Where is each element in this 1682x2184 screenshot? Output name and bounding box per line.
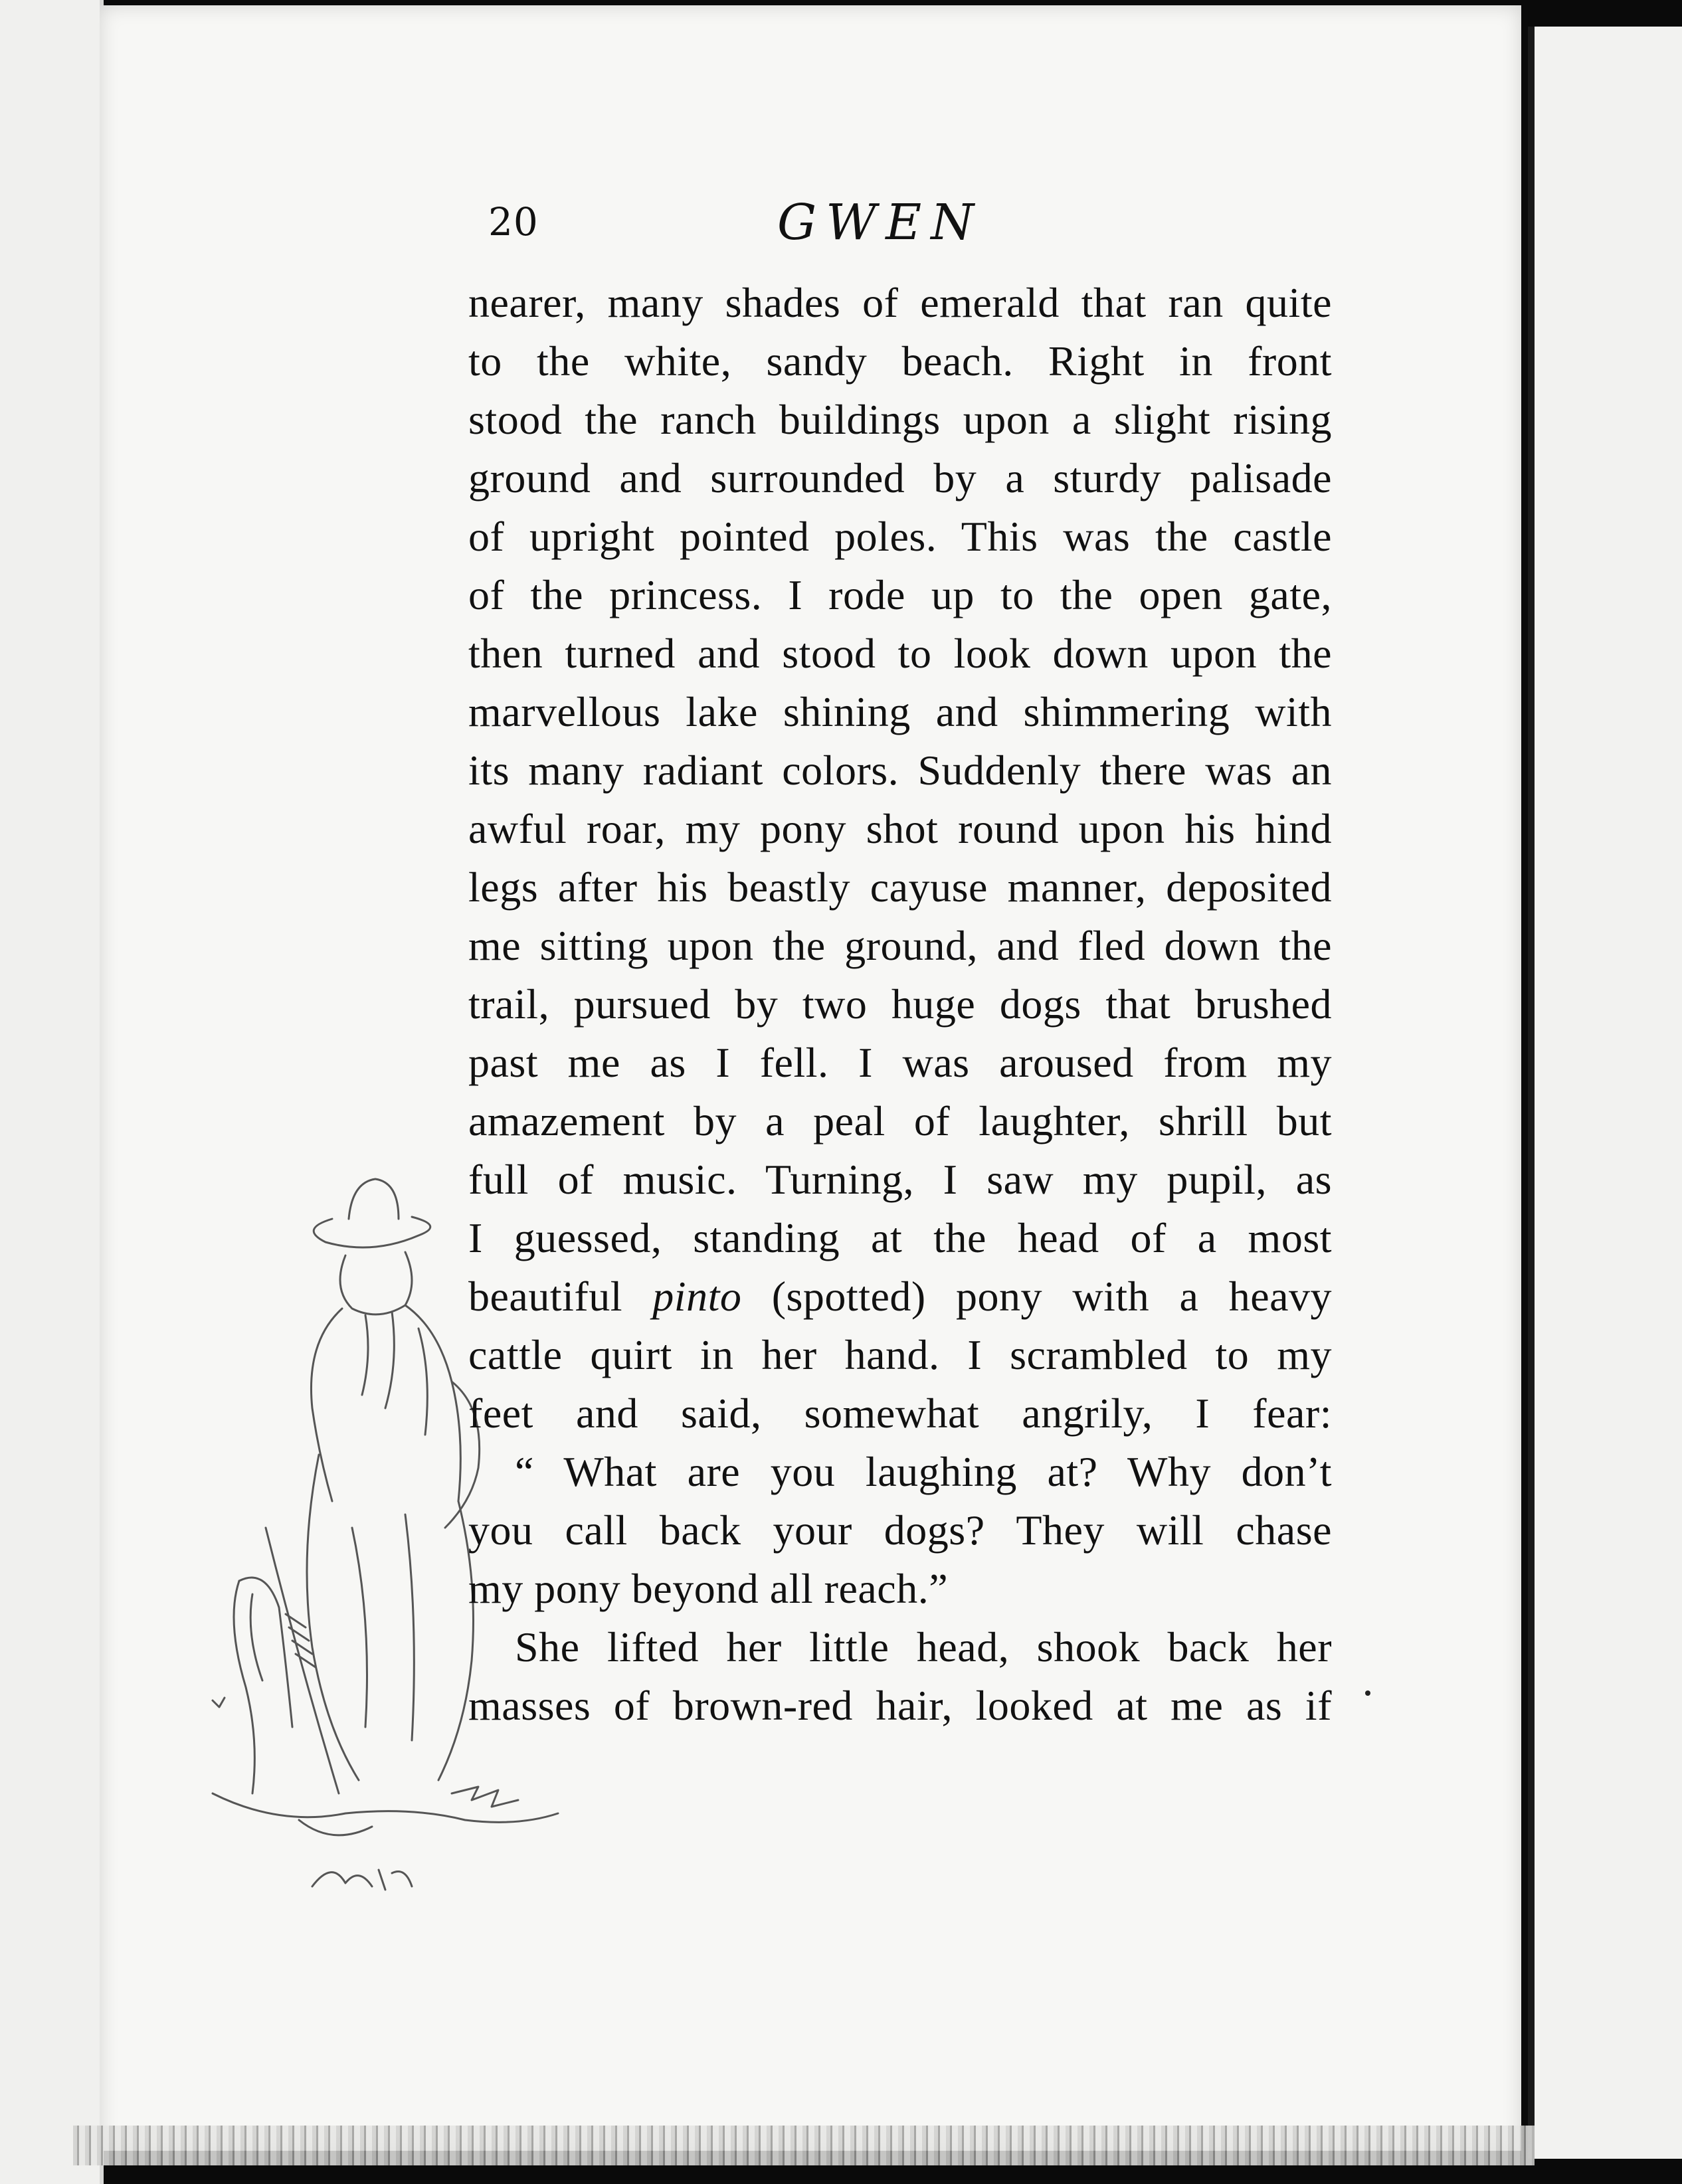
- quote-line: you call back your dogs? They will chase: [468, 1506, 1332, 1554]
- running-head: GWEN: [777, 194, 983, 251]
- text-line: of the princess. I rode up to the open gate,: [468, 571, 1332, 618]
- body-text: [468, 274, 1332, 1735]
- text-line: feet and said, somewhat angrily, I fear:: [468, 1390, 1332, 1437]
- text-line: its many radiant colors. Suddenly there was an: [468, 747, 1332, 794]
- left-page-strip: [0, 0, 104, 2184]
- text-line: trail, pursued by two huge dogs that brushed: [468, 980, 1332, 1028]
- text-line: I guessed, standing at the head of a most: [468, 1214, 1332, 1261]
- text-line: awful roar, my pony shot round upon his hind: [468, 805, 1332, 852]
- quote-line: my pony beyond all reach.”: [468, 1565, 949, 1612]
- right-page-edge: [1528, 27, 1682, 2159]
- page-number: 20: [488, 199, 539, 244]
- pinto-line-before: beautiful: [468, 1273, 653, 1320]
- text-line: past me as I fell. I was aroused from my: [468, 1039, 1332, 1086]
- text-line: nearer, many shades of emerald that ran quite: [468, 279, 1332, 326]
- pinto-italic-word: pinto: [652, 1273, 742, 1320]
- text-line: legs after his beastly cayuse manner, deposited: [468, 864, 1332, 911]
- text-line: amazement by a peal of laughter, shrill but: [468, 1097, 1332, 1144]
- quote-line: “ What are you laughing at? Why don’t: [515, 1448, 1332, 1495]
- text-line-pinto: [468, 1267, 1332, 1326]
- bottom-page-edge: [73, 2126, 1535, 2165]
- text-line: ground and surrounded by a sturdy palisade: [468, 454, 1332, 501]
- text-line: of upright pointed poles. This was the castle: [468, 513, 1332, 560]
- text-line: She lifted her little head, shook back her: [515, 1623, 1332, 1671]
- text-line: masses of brown-red hair, looked at me as if: [468, 1682, 1332, 1729]
- text-line: full of music. Turning, I saw my pupil, as: [468, 1156, 1332, 1203]
- text-line: then turned and stood to look down upon the: [468, 630, 1332, 677]
- text-line: marvellous lake shining and shimmering with: [468, 688, 1332, 735]
- text-line: cattle quirt in her hand. I scrambled to my: [468, 1331, 1332, 1378]
- pinto-line-after: (spotted) pony with a heavy: [741, 1273, 1332, 1320]
- ink-speck: [1365, 1690, 1370, 1696]
- text-line: me sitting upon the ground, and fled down the: [468, 922, 1332, 969]
- text-line: stood the ranch buildings upon a slight rising: [468, 396, 1332, 443]
- text-line: to the white, sandy beach. Right in front: [468, 337, 1332, 385]
